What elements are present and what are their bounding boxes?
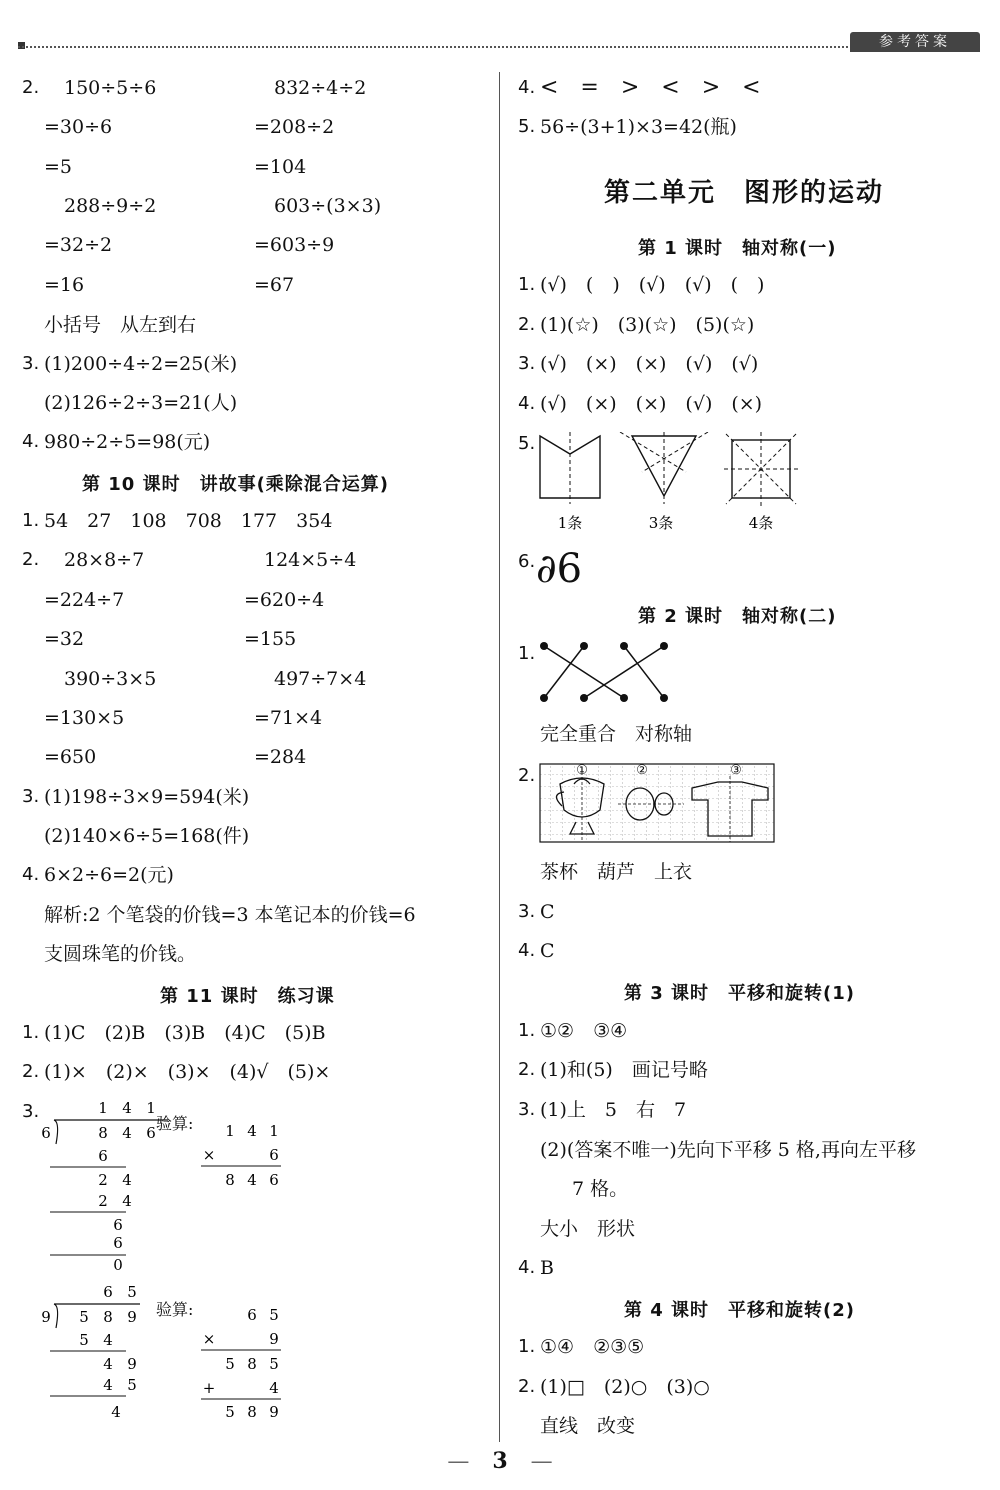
circled-number: ③ bbox=[730, 763, 742, 778]
digit: 8 bbox=[103, 1308, 113, 1326]
digit: 4 bbox=[269, 1379, 279, 1397]
caption: 4条 bbox=[748, 514, 774, 532]
answer-text: 直线 改变 bbox=[540, 1415, 636, 1437]
expr: 832÷4÷2 bbox=[274, 77, 367, 99]
expr: =32 bbox=[44, 628, 85, 650]
analysis-text: 支圆珠笔的价钱。 bbox=[44, 943, 197, 965]
circled-number: ① bbox=[576, 763, 588, 778]
caption: 3条 bbox=[648, 514, 674, 532]
answer-text: (1)和(5) 画记号略 bbox=[540, 1059, 708, 1081]
answer-text: (√) (×) (×) (√) (×) bbox=[540, 393, 763, 415]
connecting-lines-figure bbox=[536, 640, 676, 706]
q4-label: 4. bbox=[518, 393, 536, 414]
digit: 9 bbox=[127, 1355, 137, 1373]
digit: 5 bbox=[127, 1283, 137, 1301]
q2-label: 2. bbox=[518, 1059, 536, 1080]
page-dash: — bbox=[530, 1449, 553, 1474]
answer-text: C bbox=[540, 940, 555, 962]
expr: =71×4 bbox=[254, 707, 323, 729]
digit: 5 bbox=[79, 1308, 89, 1326]
digit: 5 bbox=[225, 1403, 235, 1421]
digit: 9 bbox=[269, 1403, 279, 1421]
digit: 2 bbox=[98, 1192, 108, 1210]
digit: 4 bbox=[122, 1124, 132, 1142]
digit: 5 bbox=[225, 1355, 235, 1373]
expr: 497÷7×4 bbox=[274, 668, 367, 690]
digit: 1 bbox=[225, 1122, 235, 1140]
q3-label: 3. bbox=[518, 901, 536, 922]
check-label: 验算: bbox=[156, 1300, 194, 1319]
q1-label: 1. bbox=[518, 1336, 536, 1357]
digit: 4 bbox=[122, 1192, 132, 1210]
q4-label: 4. bbox=[518, 77, 536, 98]
q3-label: 3. bbox=[22, 1101, 40, 1122]
circled-number: ② bbox=[636, 763, 648, 778]
digit: 6 bbox=[269, 1171, 279, 1189]
answer-text: 980÷2÷5=98(元) bbox=[44, 431, 211, 453]
digit: 6 bbox=[113, 1234, 123, 1252]
answer-text: 完全重合 对称轴 bbox=[540, 723, 693, 745]
digit: 5 bbox=[269, 1355, 279, 1373]
q5-label: 5. bbox=[518, 116, 536, 137]
header-rule bbox=[18, 46, 848, 48]
answer-text: (1)□ (2)○ (3)○ bbox=[540, 1376, 710, 1398]
digit: 4 bbox=[122, 1099, 132, 1117]
q3-label: 3. bbox=[518, 353, 536, 374]
digit: 6 bbox=[103, 1283, 113, 1301]
q5-label: 5. bbox=[518, 433, 536, 454]
answer-text: ①④ ②③⑤ bbox=[540, 1336, 645, 1358]
answer-text: (1)C (2)B (3)B (4)C (5)B bbox=[44, 1022, 326, 1044]
header-tab: 参考答案 bbox=[850, 32, 980, 52]
lesson-3-heading: 第 3 课时 平移和旋转(1) bbox=[624, 983, 856, 1004]
expr: =32÷2 bbox=[44, 234, 113, 256]
q2-label: 2. bbox=[22, 1061, 40, 1082]
digit: 1 bbox=[269, 1122, 279, 1140]
q3-label: 3. bbox=[22, 353, 40, 374]
expr: 603÷(3×3) bbox=[274, 195, 382, 217]
expr: =620÷4 bbox=[244, 589, 325, 611]
q2-label: 2. bbox=[518, 765, 536, 786]
answer-text: (1)200÷4÷2=25(米) bbox=[44, 353, 238, 375]
digit: 8 bbox=[247, 1403, 257, 1421]
expr: 150÷5÷6 bbox=[64, 77, 157, 99]
q1-label: 1. bbox=[22, 1022, 40, 1043]
analysis-text: 解析:2 个笔袋的价钱=3 本笔记本的价钱=6 bbox=[44, 904, 416, 926]
digit: 6 bbox=[247, 1306, 257, 1324]
digit: 2 bbox=[98, 1171, 108, 1189]
symmetry-figures bbox=[536, 432, 806, 536]
answer-text: 7 格。 bbox=[572, 1178, 629, 1200]
digit: 6 bbox=[98, 1147, 108, 1165]
caption: 1条 bbox=[557, 514, 583, 532]
digit: 4 bbox=[247, 1171, 257, 1189]
digit: 5 bbox=[269, 1306, 279, 1324]
q1-label: 1. bbox=[518, 1020, 536, 1041]
expr: =224÷7 bbox=[44, 589, 125, 611]
q3-label: 3. bbox=[518, 1099, 536, 1120]
answer-text: (1)(☆) (3)(☆) (5)(☆) bbox=[540, 314, 755, 336]
digit: 6 bbox=[41, 1124, 51, 1142]
digit: 4 bbox=[111, 1403, 121, 1421]
answer-text: < = > < > < bbox=[540, 75, 761, 100]
q4-label: 4. bbox=[22, 864, 40, 885]
operator: × bbox=[202, 1330, 216, 1348]
operator: × bbox=[202, 1146, 216, 1164]
digit: 4 bbox=[247, 1122, 257, 1140]
operator: + bbox=[202, 1379, 216, 1397]
expr: =284 bbox=[254, 746, 307, 768]
q4-label: 4. bbox=[518, 940, 536, 961]
page-number: 3 bbox=[492, 1448, 508, 1474]
answer-text: 大小 形状 bbox=[540, 1218, 636, 1240]
grid-figures bbox=[538, 762, 778, 844]
answer-text: (2)126÷2÷3=21(人) bbox=[44, 392, 238, 414]
column-divider bbox=[499, 72, 500, 1442]
digit: 9 bbox=[127, 1308, 137, 1326]
digit: 4 bbox=[122, 1171, 132, 1189]
digit: 5 bbox=[127, 1376, 137, 1394]
q2-label: 2. bbox=[518, 1376, 536, 1397]
digit: 6 bbox=[146, 1124, 156, 1142]
answer-text: 54 27 108 708 177 354 bbox=[44, 510, 333, 532]
digit: 8 bbox=[225, 1171, 235, 1189]
answer-text: 56÷(3+1)×3=42(瓶) bbox=[540, 116, 737, 138]
q2-label: 2. bbox=[22, 77, 40, 98]
expr: =155 bbox=[244, 628, 297, 650]
expr: =208÷2 bbox=[254, 116, 335, 138]
expr: 390÷3×5 bbox=[64, 668, 157, 690]
expr: 28×8÷7 bbox=[64, 549, 145, 571]
check-multiplication-1 bbox=[195, 1118, 295, 1198]
q1-label: 1. bbox=[22, 510, 40, 531]
answer-text: 6×2÷6=2(元) bbox=[44, 864, 174, 886]
q1-label: 1. bbox=[518, 274, 536, 295]
digit: 0 bbox=[113, 1256, 123, 1274]
q4-label: 4. bbox=[518, 1257, 536, 1278]
symmetric-glyph: ∂6 bbox=[536, 546, 583, 592]
expr: =30÷6 bbox=[44, 116, 113, 138]
digit: 4 bbox=[103, 1355, 113, 1373]
answer-text: (1)198÷3×9=594(米) bbox=[44, 786, 250, 808]
digit: 1 bbox=[98, 1099, 108, 1117]
page-number-row bbox=[0, 1448, 1000, 1474]
expr: =16 bbox=[44, 274, 85, 296]
expr: =130×5 bbox=[44, 707, 125, 729]
q4-label: 4. bbox=[22, 431, 40, 452]
digit: 9 bbox=[41, 1308, 51, 1326]
lesson-11-heading: 第 11 课时 练习课 bbox=[160, 986, 335, 1007]
check-label: 验算: bbox=[156, 1114, 194, 1133]
q3-label: 3. bbox=[22, 786, 40, 807]
expr: =5 bbox=[44, 156, 73, 178]
lesson-10-heading: 第 10 课时 讲故事(乘除混合运算) bbox=[82, 474, 390, 495]
check-multiplication-2 bbox=[195, 1302, 295, 1427]
answer-text: B bbox=[540, 1257, 554, 1279]
answer-text: 茶杯 葫芦 上衣 bbox=[540, 861, 693, 883]
page-dash: — bbox=[447, 1449, 470, 1474]
digit: 6 bbox=[113, 1216, 123, 1234]
answer-text: (2)(答案不唯一)先向下平移 5 格,再向左平移 bbox=[540, 1139, 916, 1161]
answer-text: (1)× (2)× (3)× (4)√ (5)× bbox=[44, 1061, 331, 1083]
unit-title: 第二单元 图形的运动 bbox=[604, 178, 885, 208]
expr: =603÷9 bbox=[254, 234, 335, 256]
digit: 1 bbox=[146, 1099, 156, 1117]
lesson-1-heading: 第 1 课时 轴对称(一) bbox=[638, 238, 837, 259]
q2-label: 2. bbox=[22, 549, 40, 570]
digit: 5 bbox=[79, 1331, 89, 1349]
digit: 4 bbox=[103, 1376, 113, 1394]
q1-label: 1. bbox=[518, 643, 536, 664]
q2-label: 2. bbox=[518, 314, 536, 335]
q6-label: 6. bbox=[518, 551, 536, 572]
digit: 4 bbox=[103, 1331, 113, 1349]
lesson-4-heading: 第 4 课时 平移和旋转(2) bbox=[624, 1300, 856, 1321]
digit: 8 bbox=[247, 1355, 257, 1373]
expr: =650 bbox=[44, 746, 97, 768]
answer-text: (√) (×) (×) (√) (√) bbox=[540, 353, 759, 375]
answer-text: (√) ( ) (√) (√) ( ) bbox=[540, 274, 765, 296]
expr: =67 bbox=[254, 274, 295, 296]
answer-text: (2)140×6÷5=168(件) bbox=[44, 825, 250, 847]
expr: =104 bbox=[254, 156, 307, 178]
digit: 9 bbox=[269, 1330, 279, 1348]
answer-text: 小括号 从左到右 bbox=[44, 314, 197, 336]
expr: 124×5÷4 bbox=[264, 549, 357, 571]
answer-text: (1)上 5 右 7 bbox=[540, 1099, 687, 1121]
answer-text: ①② ③④ bbox=[540, 1020, 628, 1042]
digit: 6 bbox=[269, 1146, 279, 1164]
digit: 8 bbox=[98, 1124, 108, 1142]
answer-text: C bbox=[540, 901, 555, 923]
lesson-2-heading: 第 2 课时 轴对称(二) bbox=[638, 606, 837, 627]
expr: 288÷9÷2 bbox=[64, 195, 157, 217]
